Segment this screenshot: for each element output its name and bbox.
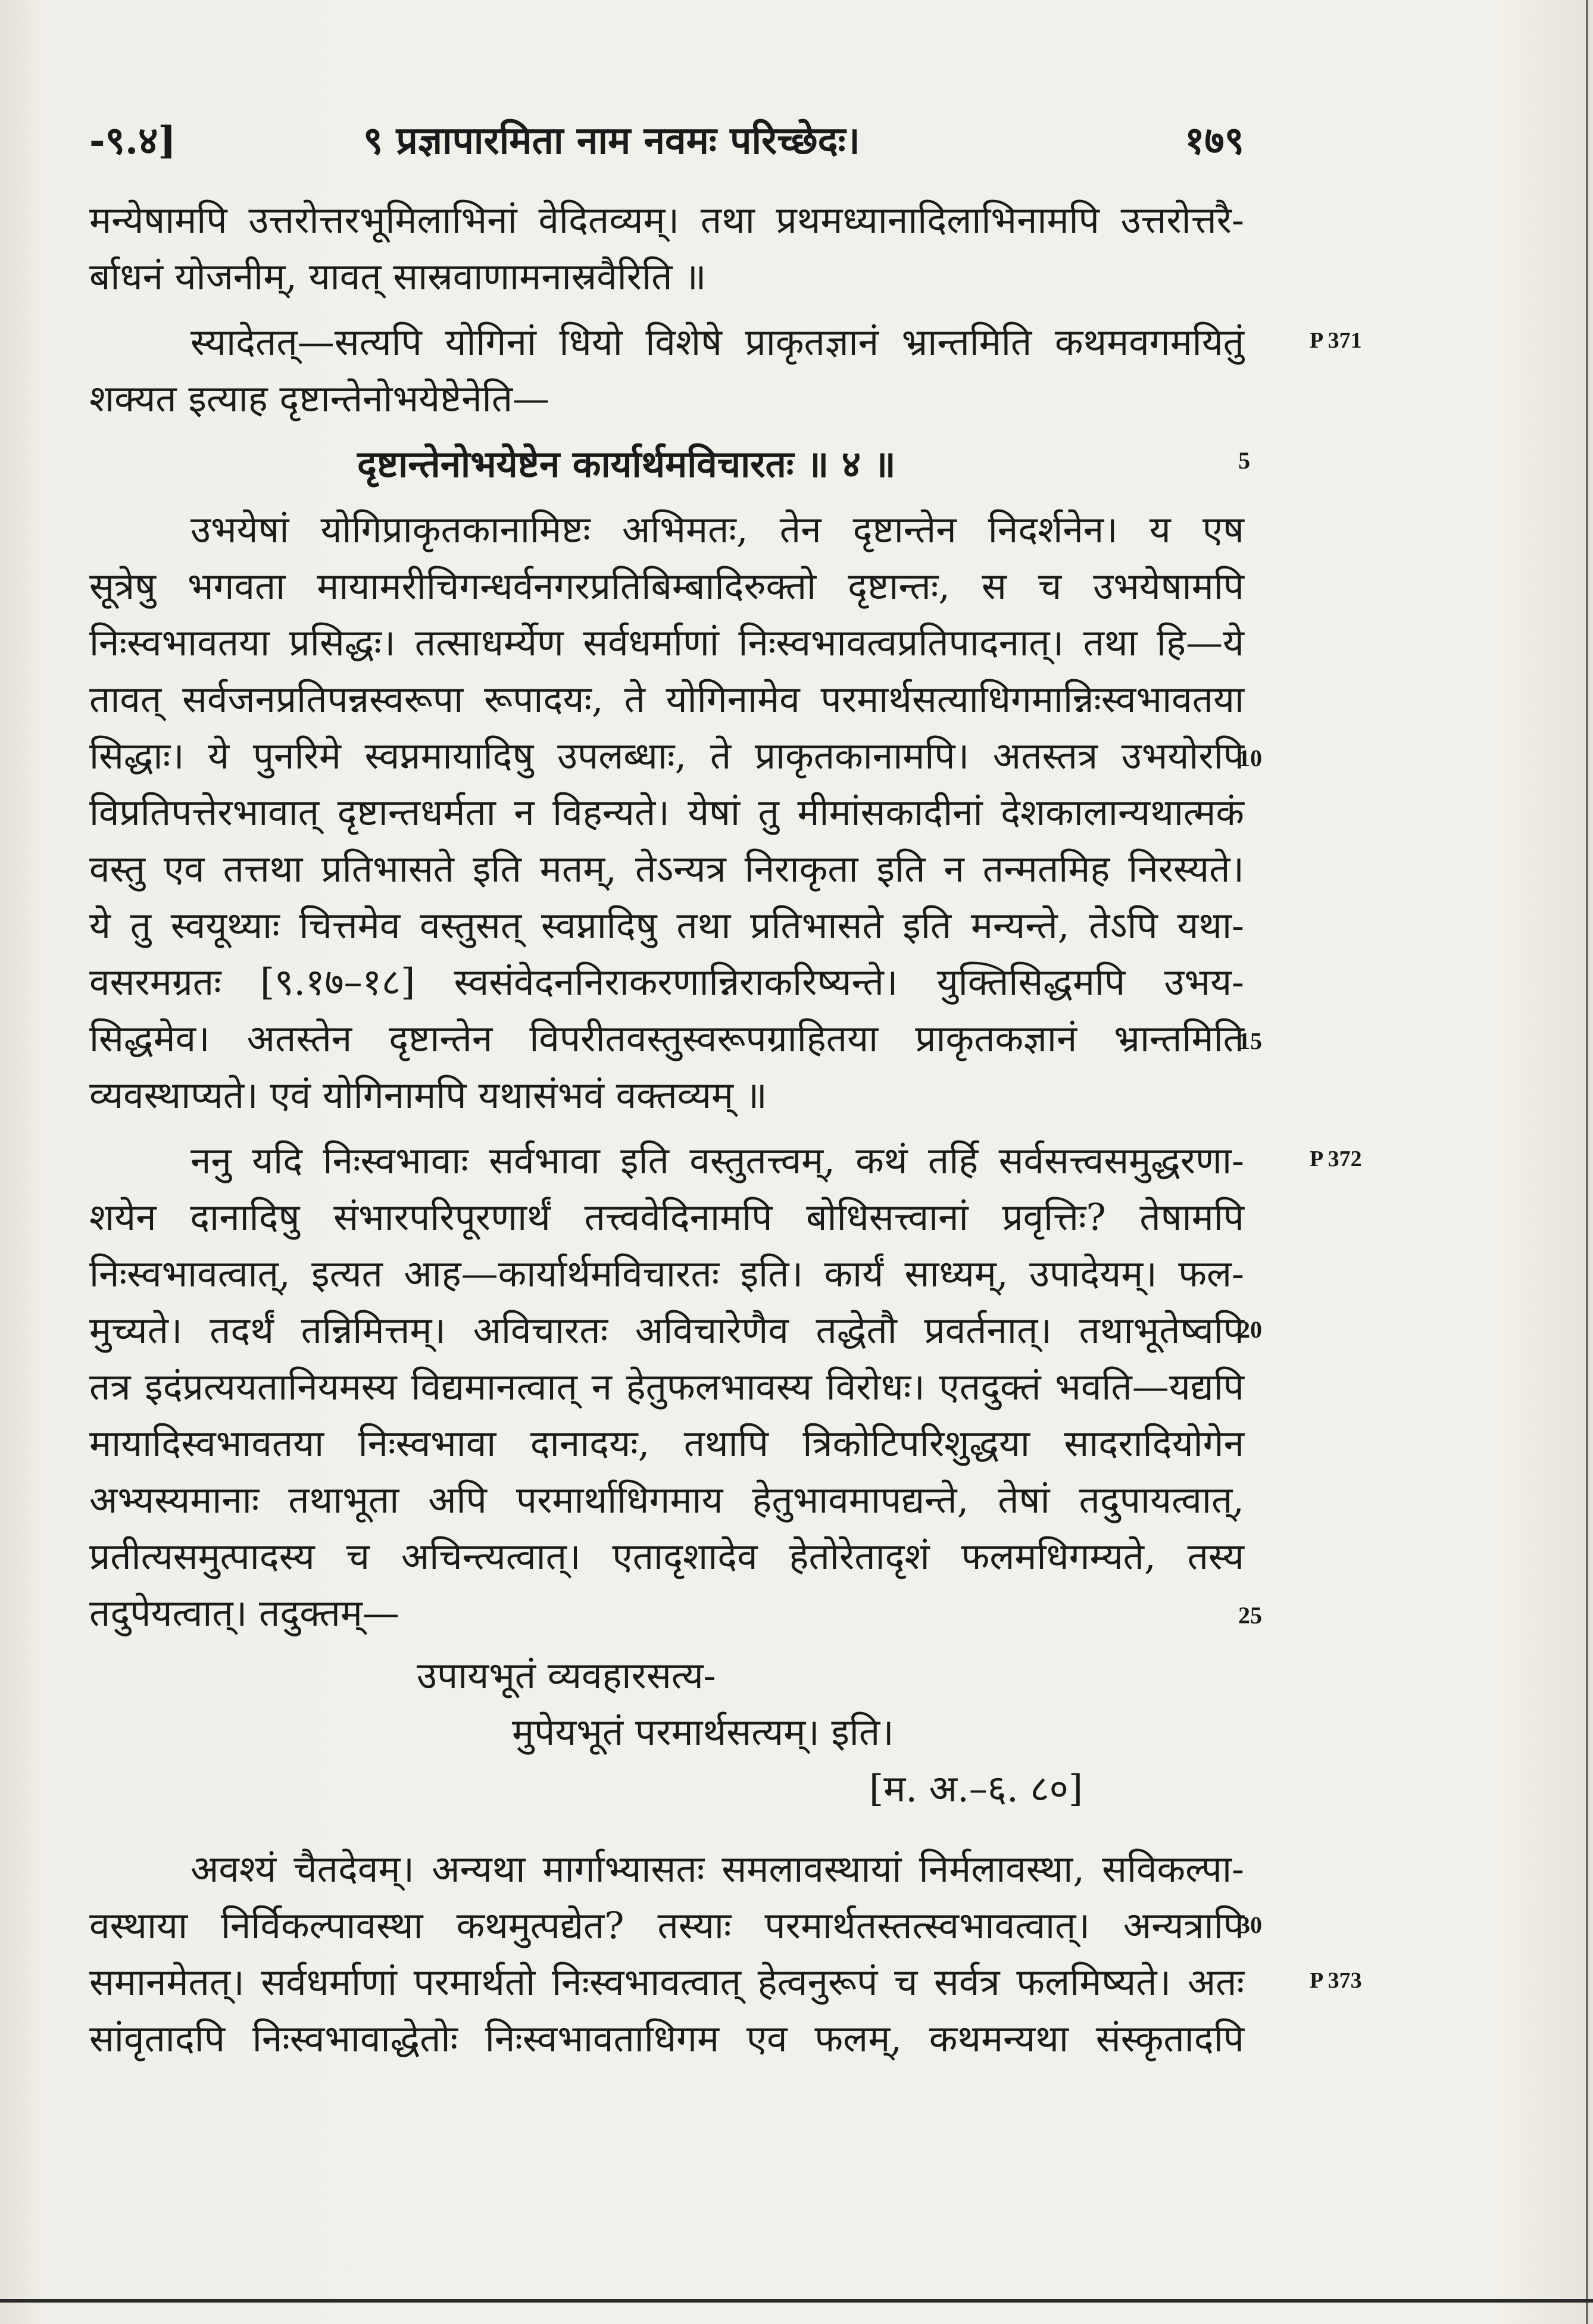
- text-line: मुच्यते। तदर्थं तन्निमित्तम्। अविचारतः अविचारेणैव तद्धेतौ प्रवर्तनात्। तथाभूतेष्वपि: [89, 1308, 1244, 1352]
- text-line: सिद्धमेव। अतस्तेन दृष्टान्तेन विपरीतवस्तुस्वरूपग्राहितया प्राकृतकज्ञानं भ्रान्तमिति: [89, 1017, 1244, 1060]
- running-header: [89, 113, 1244, 167]
- text-line: वस्तु एव तत्तथा प्रतिभासते इति मतम्, तेऽन्यत्र निराकृता इति न तन्मतमिह निरस्यते।: [89, 847, 1244, 891]
- text-line: अभ्यस्यमानाः तथाभूता अपि परमार्थाधिगमाय हेतुभावमापद्यन्ते, तेषां तदुपायत्वात्,: [89, 1478, 1244, 1522]
- page-number: १७९: [1185, 118, 1244, 163]
- text-line: शयेन दानादिषु संभारपरिपूरणार्थं तत्त्ववेदिनामपि बोधिसत्त्वानां प्रवृत्तिः? तेषामपि: [89, 1195, 1244, 1239]
- text-line: सांवृतादपि निःस्वभावाद्धेतोः निःस्वभावताधिगम एव फलम्, कथमन्यथा संस्कृतादपि: [89, 2017, 1244, 2060]
- page-reference: P 372: [1310, 1147, 1362, 1172]
- text-line: वस्थाया निर्विकल्पावस्था कथमुत्पद्येत? तस्याः परमार्थतस्तत्स्वभावत्वात्। अन्यत्रापि: [89, 1904, 1244, 1947]
- text-line: सिद्धाः। ये पुनरिमे स्वप्नमायादिषु उपलब्धाः, ते प्राकृतकानामपि। अतस्तत्र उभयोरपि: [89, 734, 1244, 777]
- line-number: 25: [1238, 1602, 1262, 1629]
- text-line: ये तु स्वयूथ्याः चित्तमेव वस्तुसत् स्वप्नादिषु तथा प्रतिभासते इति मन्यन्ते, तेऽपि यथा-: [89, 904, 1244, 947]
- section-ref: -९.४]: [89, 118, 176, 163]
- verse-heading: दृष्टान्तेनोभयेष्टेन कार्यार्थमविचारतः ॥ ४ ॥: [357, 442, 896, 486]
- text-line: अवश्यं चैतदेवम्। अन्यथा मार्गाभ्यासतः समलावस्थायां निर्मलावस्था, सविकल्पा-: [190, 1847, 1244, 1891]
- text-line: उभयेषां योगिप्राकृतकानामिष्टः अभिमतः, तेन दृष्टान्तेन निदर्शनेन। य एष: [190, 508, 1244, 551]
- text-line: तदुपेयत्वात्। तदुक्तम्—: [89, 1591, 399, 1635]
- text-line: समानमेतत्। सर्वधर्माणां परमार्थतो निःस्वभावत्वात् हेत्वनुरूपं च सर्वत्र फलमिष्यते। अतः: [89, 1960, 1244, 2004]
- text-line: व्यवस्थाप्यते। एवं योगिनामपि यथासंभवं वक्तव्यम् ॥: [89, 1073, 767, 1117]
- line-number: 30: [1238, 1911, 1262, 1938]
- text-line: ननु यदि निःस्वभावाः सर्वभावा इति वस्तुतत्त्वम्, कथं तर्हि सर्वसत्त्वसमुद्धरणा-: [190, 1139, 1244, 1182]
- page-reference: P 371: [1310, 328, 1362, 353]
- text-line: तावत् सर्वजनप्रतिपन्नस्वरूपा रूपादयः, ते योगिनामेव परमार्थसत्याधिगमान्निःस्वभावतया: [89, 677, 1244, 721]
- text-line: निःस्वभावतया प्रसिद्धः। तत्साधर्म्येण सर्वधर्माणां निःस्वभावत्वप्रतिपादनात्। तथा हि—ये: [89, 621, 1244, 664]
- line-number: 10: [1238, 745, 1262, 771]
- page-edge: [1586, 0, 1588, 2324]
- chapter-title: ९ प्रज्ञापारमिता नाम नवमः परिच्छेदः।: [363, 118, 860, 163]
- text-line: र्बाधनं योजनीम्, यावत् सास्रवाणामनास्रवैरिति ॥: [89, 255, 707, 298]
- citation: [म. अ.–६. ८०]: [869, 1767, 1083, 1810]
- text-line: निःस्वभावत्वात्, इत्यत आह—कार्यार्थमविचारतः इति। कार्यं साध्यम्, उपादेयम्। फल-: [89, 1252, 1244, 1295]
- text-line: मायादिस्वभावतया निःस्वभावा दानादयः, तथापि त्रिकोटिपरिशुद्धया सादरादियोगेन: [89, 1422, 1244, 1465]
- line-number: 5: [1238, 447, 1250, 474]
- text-line: प्रतीत्यसमुत्पादस्य च अचिन्त्यत्वात्। एतादृशादेव हेतोरेतादृशं फलमधिगम्यते, तस्य: [89, 1535, 1244, 1578]
- quoted-verse-line: मुपेयभूतं परमार्थसत्यम्। इति।: [512, 1710, 894, 1754]
- text-line: स्यादेतत्—सत्यपि योगिनां धियो विशेषे प्राकृतज्ञानं भ्रान्तमिति कथमवगमयितुं: [190, 320, 1244, 364]
- bottom-rule: [0, 2299, 1593, 2303]
- text-line: मन्येषामपि उत्तरोत्तरभूमिलाभिनां वेदितव्यम्। तथा प्रथमध्यानादिलाभिनामपि उत्तरोत्तरै-: [89, 198, 1244, 242]
- text-line: शक्यत इत्याह दृष्टान्तेनोभयेष्टेनेति—: [89, 377, 550, 420]
- line-number: 15: [1238, 1027, 1262, 1054]
- page-reference: P 373: [1310, 1968, 1362, 1993]
- text-line: तत्र इदंप्रत्ययतानियमस्य विद्यमानत्वात् न हेतुफलभावस्य विरोधः। एतदुक्तं भवति—यद्यपि: [89, 1365, 1244, 1408]
- text-line: सूत्रेषु भगवता मायामरीचिगन्धर्वनगरप्रतिबिम्बादिरुक्तो दृष्टान्तः, स च उभयेषामपि: [89, 564, 1244, 608]
- text-line: वसरमग्रतः [९.१७–१८] स्वसंवेदननिराकरणान्निराकरिष्यन्ते। युक्तिसिद्धमपि उभय-: [89, 960, 1244, 1004]
- line-number: 20: [1238, 1316, 1262, 1343]
- quoted-verse-line: उपायभूतं व्यवहारसत्य-: [417, 1654, 716, 1697]
- text-line: विप्रतिपत्तेरभावात् दृष्टान्तधर्मता न विहन्यते। येषां तु मीमांसकादीनां देशकालान्यथात्मकं: [89, 791, 1244, 834]
